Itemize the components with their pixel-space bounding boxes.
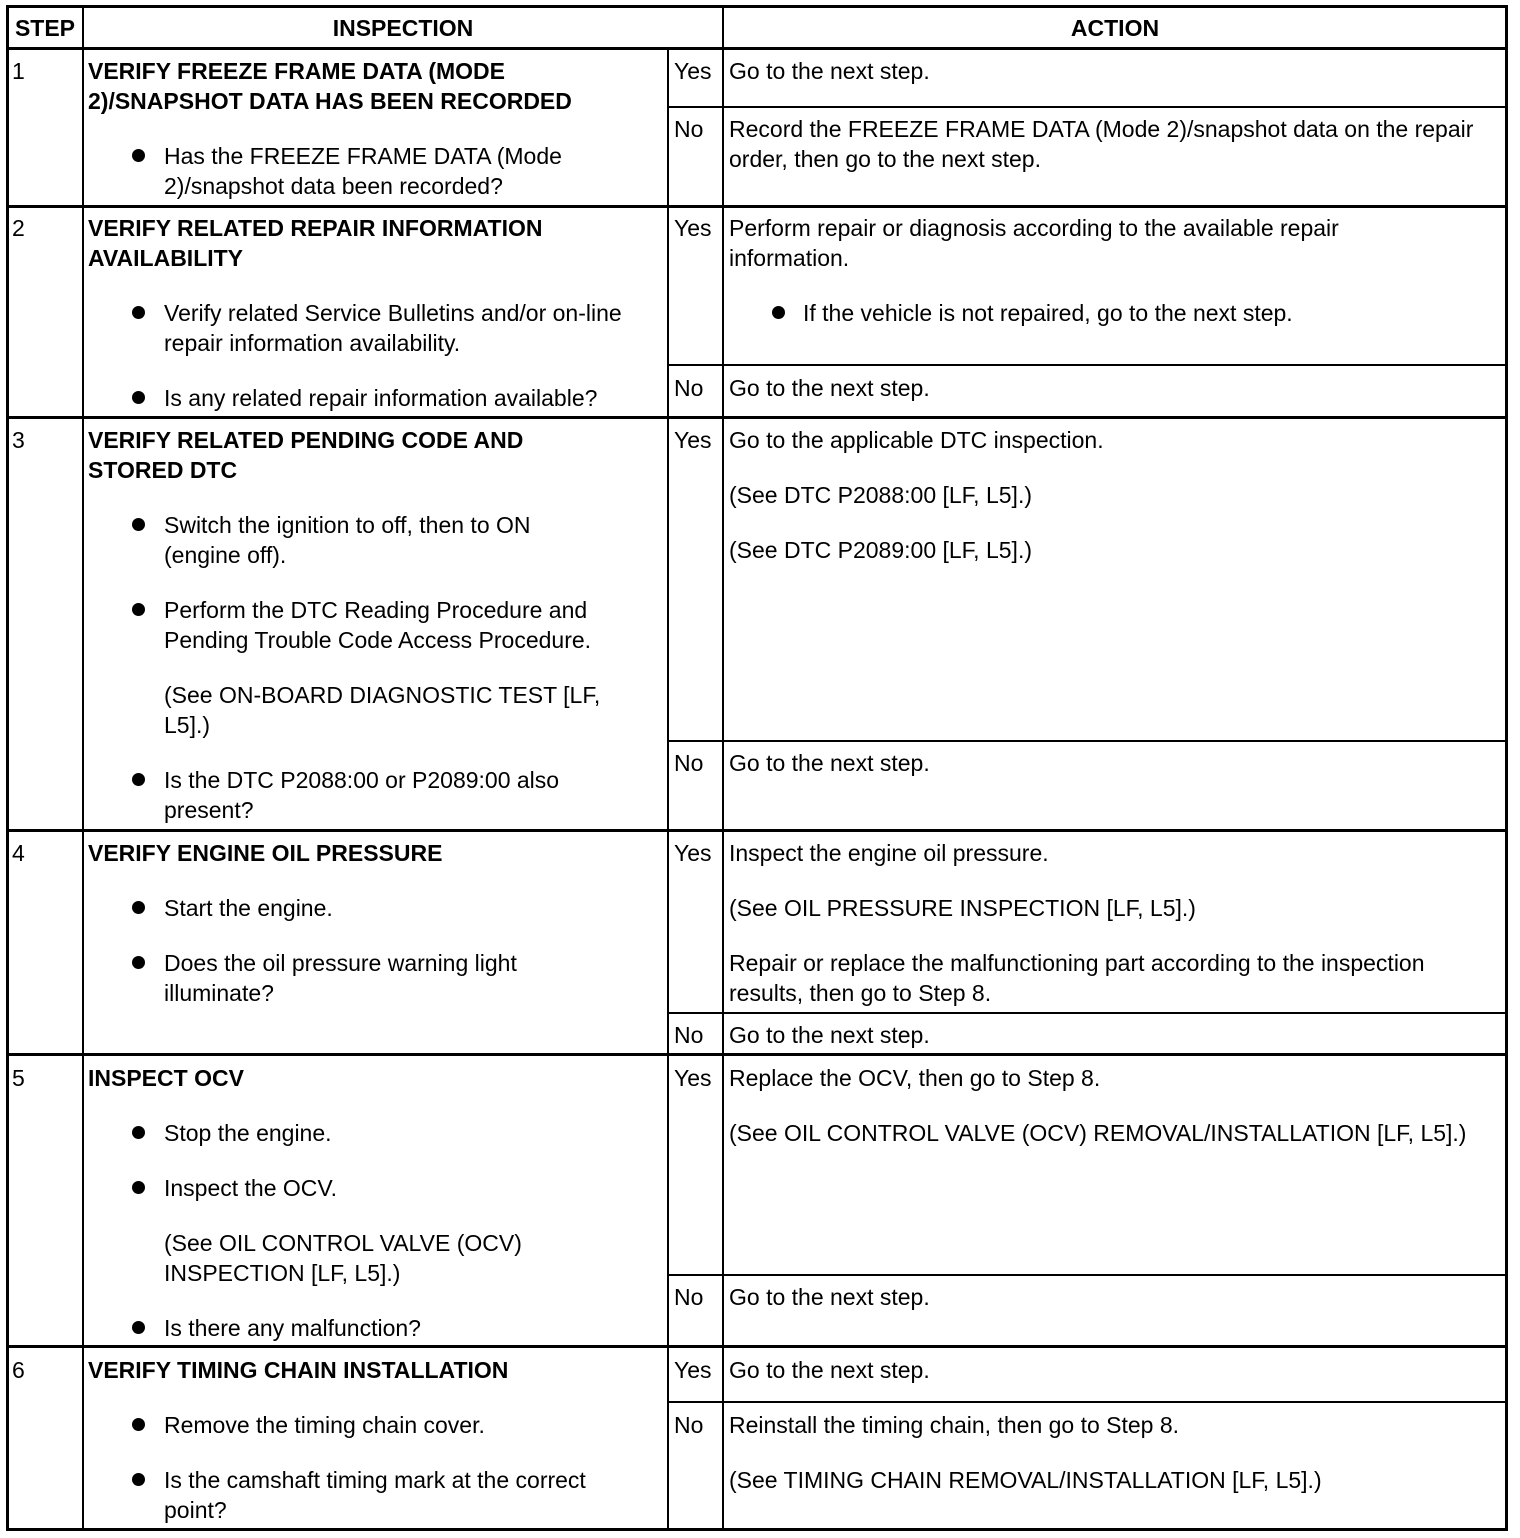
- bullet-icon: [132, 391, 145, 404]
- yes-action: Perform repair or diagnosis according to the available repair information.: [729, 215, 1339, 271]
- yes-no-divider-3: [667, 740, 1508, 742]
- no-label: No: [674, 1022, 704, 1048]
- step-number: 1: [12, 58, 25, 84]
- step-title: VERIFY RELATED REPAIR INFORMATION AVAILABILITY: [88, 215, 543, 271]
- yes-label: Yes: [674, 840, 712, 866]
- inspection-item: Is the DTC P2088:00 or P2089:00 also present?: [164, 767, 560, 823]
- inspection-item: Has the FREEZE FRAME DATA (Mode 2)/snapshot data been recorded?: [164, 143, 562, 199]
- step-title: VERIFY RELATED PENDING CODE AND STORED DTC: [88, 427, 524, 483]
- no-action: Go to the next step.: [729, 1284, 930, 1310]
- bullet-icon: [132, 149, 145, 162]
- step-title: INSPECT OCV: [88, 1065, 244, 1091]
- col-divider-yesno: [667, 48, 669, 1531]
- no-action: Go to the next step.: [729, 1022, 930, 1048]
- yes-action: Inspect the engine oil pressure.: [729, 840, 1049, 866]
- inspection-item: Is any related repair information available?: [164, 385, 598, 411]
- yes-label: Yes: [674, 58, 712, 84]
- bullet-icon: [772, 306, 785, 319]
- yes-no-divider-1: [667, 106, 1508, 108]
- inspection-item: Is there any malfunction?: [164, 1315, 421, 1341]
- bullet-icon: [132, 773, 145, 786]
- col-divider-action: [722, 5, 724, 1531]
- no-label: No: [674, 1284, 704, 1310]
- inspection-reference: (See OIL CONTROL VALVE (OCV) INSPECTION [LF, L5].): [164, 1230, 522, 1286]
- step-number: 3: [12, 427, 25, 453]
- no-label: No: [674, 750, 704, 776]
- yes-action-reference: (See OIL CONTROL VALVE (OCV) REMOVAL/INSTALLATION [LF, L5].): [729, 1120, 1467, 1146]
- no-label: No: [674, 1412, 704, 1438]
- yes-no-divider-2: [667, 364, 1508, 366]
- bullet-icon: [132, 518, 145, 531]
- header-step: STEP: [14, 15, 76, 41]
- row-divider-3: [6, 829, 1508, 832]
- row-divider-1: [6, 205, 1508, 208]
- bullet-icon: [132, 306, 145, 319]
- bullet-icon: [132, 956, 145, 969]
- step-title: VERIFY FREEZE FRAME DATA (MODE 2)/SNAPSHOT DATA HAS BEEN RECORDED: [88, 58, 572, 114]
- no-action: Go to the next step.: [729, 750, 930, 776]
- yes-action-item: If the vehicle is not repaired, go to the next step.: [803, 300, 1293, 326]
- inspection-item: Start the engine.: [164, 895, 333, 921]
- inspection-item: Stop the engine.: [164, 1120, 332, 1146]
- header-action: ACTION: [1070, 15, 1160, 41]
- inspection-reference: (See ON-BOARD DIAGNOSTIC TEST [LF, L5].): [164, 682, 601, 738]
- inspection-item: Verify related Service Bulletins and/or on-line repair information availability.: [164, 300, 622, 356]
- yes-action-reference: (See OIL PRESSURE INSPECTION [LF, L5].): [729, 895, 1196, 921]
- step-number: 5: [12, 1065, 25, 1091]
- bullet-icon: [132, 1418, 145, 1431]
- inspection-item: Perform the DTC Reading Procedure and Pending Trouble Code Access Procedure.: [164, 597, 592, 653]
- step-number: 2: [12, 215, 25, 241]
- header-divider: [6, 47, 1508, 50]
- yes-label: Yes: [674, 427, 712, 453]
- bullet-icon: [132, 1181, 145, 1194]
- no-action: Record the FREEZE FRAME DATA (Mode 2)/snapshot data on the repair order, then go to the next step.: [729, 116, 1474, 172]
- inspection-item: Inspect the OCV.: [164, 1175, 338, 1201]
- row-divider-2: [6, 416, 1508, 419]
- yes-label: Yes: [674, 215, 712, 241]
- inspection-item: Remove the timing chain cover.: [164, 1412, 485, 1438]
- header-inspection: INSPECTION: [332, 15, 474, 41]
- yes-action: Replace the OCV, then go to Step 8.: [729, 1065, 1101, 1091]
- step-title: VERIFY ENGINE OIL PRESSURE: [88, 840, 443, 866]
- bullet-icon: [132, 603, 145, 616]
- yes-no-divider-6: [667, 1401, 1508, 1403]
- step-number: 6: [12, 1357, 25, 1383]
- bullet-icon: [132, 1321, 145, 1334]
- col-divider-step: [82, 5, 84, 1531]
- no-action: Reinstall the timing chain, then go to Step 8.: [729, 1412, 1180, 1438]
- bullet-icon: [132, 1126, 145, 1139]
- yes-no-divider-5: [667, 1274, 1508, 1276]
- yes-action: Go to the next step.: [729, 58, 930, 84]
- yes-no-divider-4: [667, 1012, 1508, 1014]
- bullet-icon: [132, 1473, 145, 1486]
- yes-action-reference: (See DTC P2089:00 [LF, L5].): [729, 537, 1032, 563]
- row-divider-5: [6, 1345, 1508, 1348]
- no-label: No: [674, 375, 704, 401]
- yes-action-reference: (See DTC P2088:00 [LF, L5].): [729, 482, 1032, 508]
- inspection-item: Switch the ignition to off, then to ON (engine off).: [164, 512, 531, 568]
- row-divider-4: [6, 1053, 1508, 1056]
- yes-label: Yes: [674, 1357, 712, 1383]
- bullet-icon: [132, 901, 145, 914]
- no-label: No: [674, 116, 704, 142]
- yes-action: Go to the next step.: [729, 1357, 930, 1383]
- no-action: Go to the next step.: [729, 375, 930, 401]
- yes-action: Repair or replace the malfunctioning part according to the inspection results, then go to Step 8.: [729, 950, 1425, 1006]
- yes-action: Go to the applicable DTC inspection.: [729, 427, 1104, 453]
- step-title: VERIFY TIMING CHAIN INSTALLATION: [88, 1357, 509, 1383]
- step-number: 4: [12, 840, 25, 866]
- yes-label: Yes: [674, 1065, 712, 1091]
- no-action-reference: (See TIMING CHAIN REMOVAL/INSTALLATION [LF, L5].): [729, 1467, 1322, 1493]
- inspection-item: Is the camshaft timing mark at the correct point?: [164, 1467, 586, 1523]
- inspection-item: Does the oil pressure warning light illuminate?: [164, 950, 517, 1006]
